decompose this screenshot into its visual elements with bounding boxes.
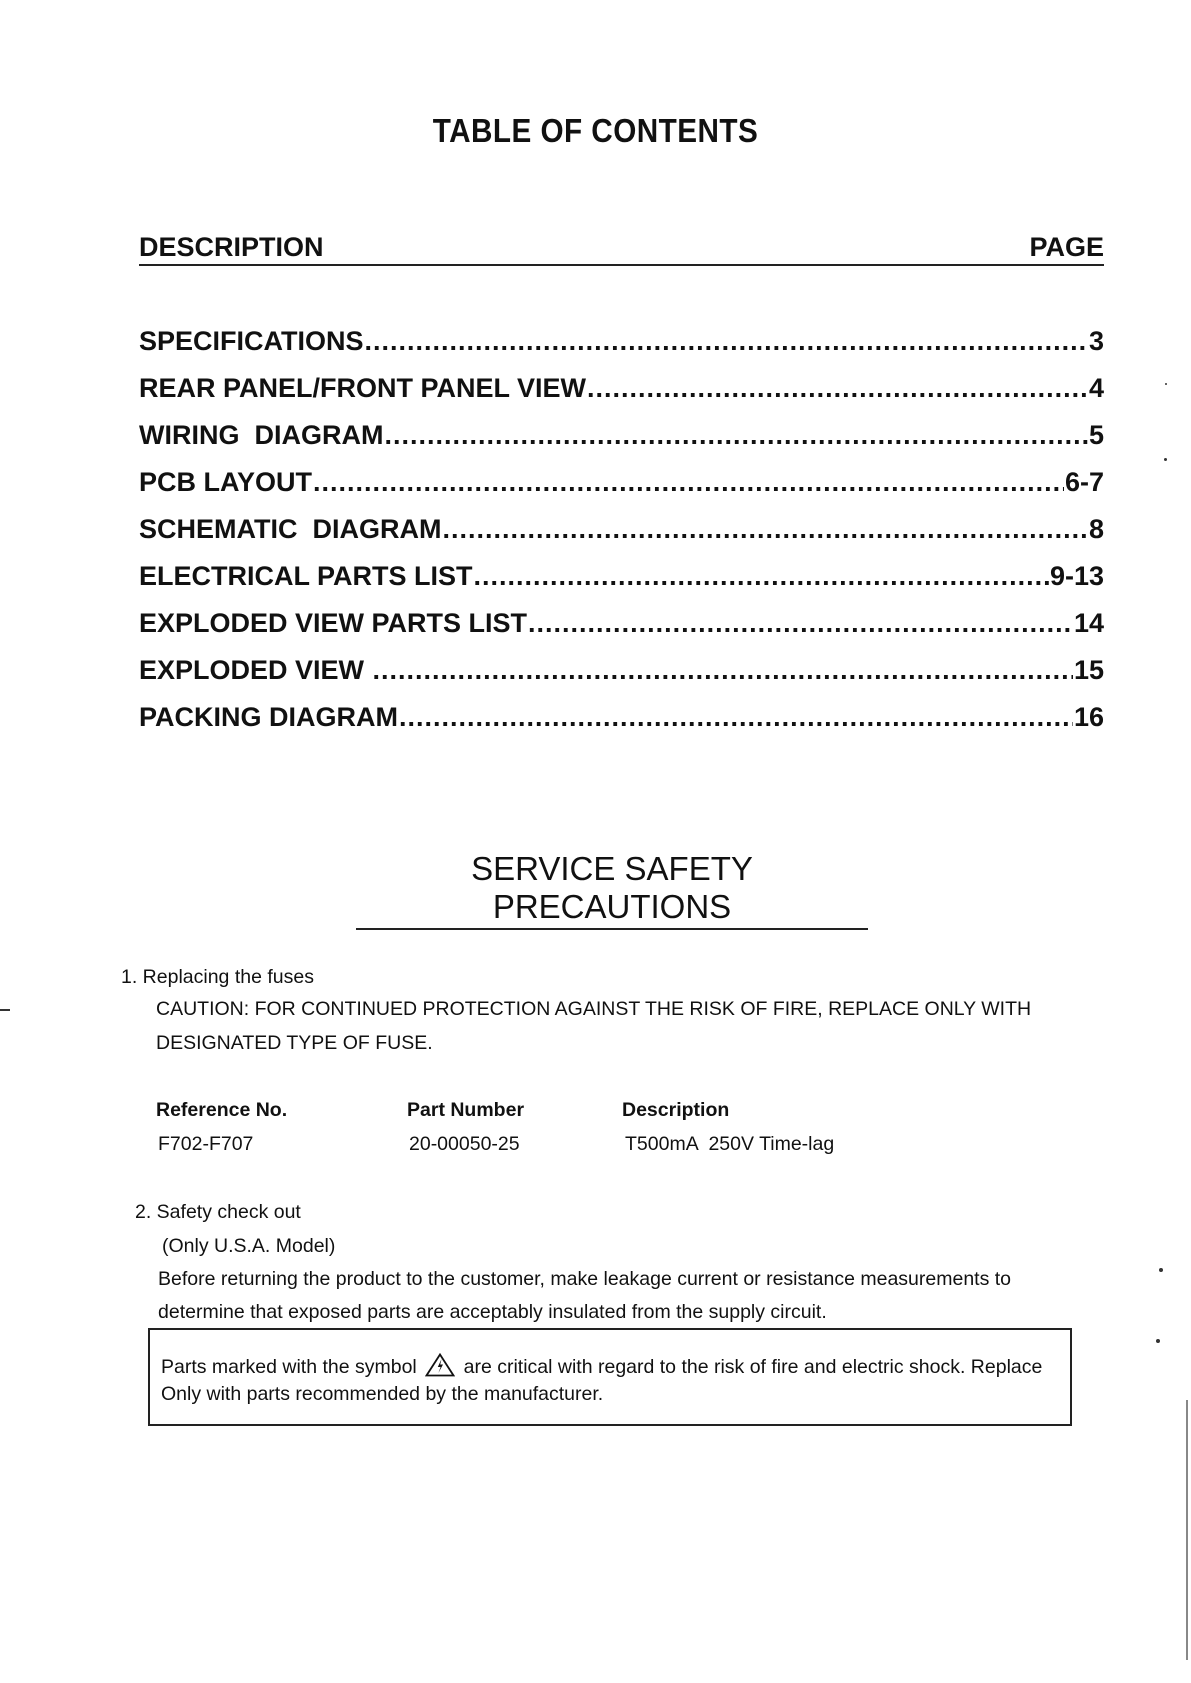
notice-line1 — [161, 1353, 1042, 1383]
notice-before-symbol: Parts marked with the symbol — [161, 1356, 417, 1378]
fuse-table-header-reference: Reference No. — [156, 1099, 288, 1121]
scan-speck — [1156, 1339, 1160, 1343]
toc-leader-dots — [474, 561, 1049, 592]
fuse-table-header-part-number: Part Number — [407, 1099, 525, 1121]
toc-entry-page: 9-13 — [1049, 561, 1104, 591]
toc-entry-exploded-view — [139, 655, 1104, 702]
item1-caution-line1: CAUTION: FOR CONTINUED PROTECTION AGAINST THE RISK OF FIRE, REPLACE ONLY WITH — [156, 998, 1032, 1020]
toc-leader-dots — [587, 373, 1088, 404]
toc-entry-page: 5 — [1088, 420, 1104, 450]
toc-entry-page: 6-7 — [1064, 467, 1104, 497]
toc-title: TABLE OF CONTENTS — [432, 112, 759, 149]
toc-header-page: PAGE — [1029, 232, 1104, 262]
toc-entry-schematic-diagram — [139, 514, 1104, 561]
item2-model: (Only U.S.A. Model) — [162, 1235, 336, 1257]
toc-entry-label: ELECTRICAL PARTS LIST — [139, 561, 473, 591]
item2-line1: Before returning the product to the customer, make leakage current or resistance measurements to — [158, 1268, 1012, 1290]
item2-heading: 2. Safety check out — [135, 1201, 301, 1223]
toc-list — [139, 326, 1104, 749]
toc-entry-wiring-diagram — [139, 420, 1104, 467]
toc-entry-page: 4 — [1088, 373, 1104, 403]
fuse-table-header-description: Description — [622, 1099, 730, 1121]
toc-entry-page: 8 — [1088, 514, 1104, 544]
toc-entry-label: EXPLODED VIEW — [139, 655, 372, 685]
warning-triangle-icon — [425, 1353, 455, 1383]
fuse-table-description: T500mA 250V Time-lag — [625, 1133, 835, 1155]
scan-speck — [1165, 383, 1167, 385]
item1-heading: 1. Replacing the fuses — [121, 966, 314, 988]
fuse-table-reference: F702-F707 — [158, 1133, 254, 1155]
toc-leader-dots — [313, 467, 1064, 498]
scan-edge — [1186, 1400, 1188, 1660]
scan-speck — [1159, 1268, 1163, 1272]
toc-entry-page: 15 — [1073, 655, 1104, 685]
toc-entry-page: 16 — [1073, 702, 1104, 732]
toc-leader-dots — [384, 420, 1087, 451]
toc-header — [139, 230, 1104, 266]
toc-entry-pcb-layout — [139, 467, 1104, 514]
notice-line2: Only with parts recommended by the manufacturer. — [161, 1383, 604, 1405]
toc-entry-label: SPECIFICATIONS — [139, 326, 364, 356]
scan-mark — [0, 1009, 10, 1011]
toc-entry-exploded-view-parts-list — [139, 608, 1104, 655]
toc-leader-dots — [442, 514, 1087, 545]
toc-entry-label: EXPLODED VIEW PARTS LIST — [139, 608, 528, 638]
notice-after-symbol: are critical with regard to the risk of fire and electric shock. Replace — [463, 1356, 1043, 1378]
toc-entry-packing-diagram — [139, 702, 1104, 749]
toc-entry-label: REAR PANEL/FRONT PANEL VIEW — [139, 373, 587, 403]
toc-entry-label: SCHEMATIC DIAGRAM — [139, 514, 442, 544]
toc-entry-label: PACKING DIAGRAM — [139, 702, 398, 732]
toc-header-description: DESCRIPTION — [139, 232, 324, 262]
item1-caution-line2: DESIGNATED TYPE OF FUSE. — [156, 1032, 433, 1054]
toc-leader-dots — [399, 702, 1073, 733]
item2-line2: determine that exposed parts are acceptably insulated from the supply circuit. — [158, 1301, 827, 1323]
toc-leader-dots — [365, 326, 1088, 357]
toc-entry-page: 14 — [1073, 608, 1104, 638]
toc-entry-page: 3 — [1088, 326, 1104, 356]
safety-title: SERVICE SAFETY PRECAUTIONS — [356, 850, 868, 930]
toc-entry-label: WIRING DIAGRAM — [139, 420, 384, 450]
toc-leader-dots — [528, 608, 1073, 639]
fuse-table-part-number: 20-00050-25 — [409, 1133, 520, 1155]
toc-leader-dots — [373, 655, 1073, 686]
safety-notice-box — [148, 1328, 1072, 1426]
toc-entry-label: PCB LAYOUT — [139, 467, 313, 497]
toc-entry-electrical-parts-list — [139, 561, 1104, 608]
toc-entry-rear-front-panel-view — [139, 373, 1104, 420]
toc-entry-specifications — [139, 326, 1104, 373]
scan-speck — [1164, 458, 1167, 461]
